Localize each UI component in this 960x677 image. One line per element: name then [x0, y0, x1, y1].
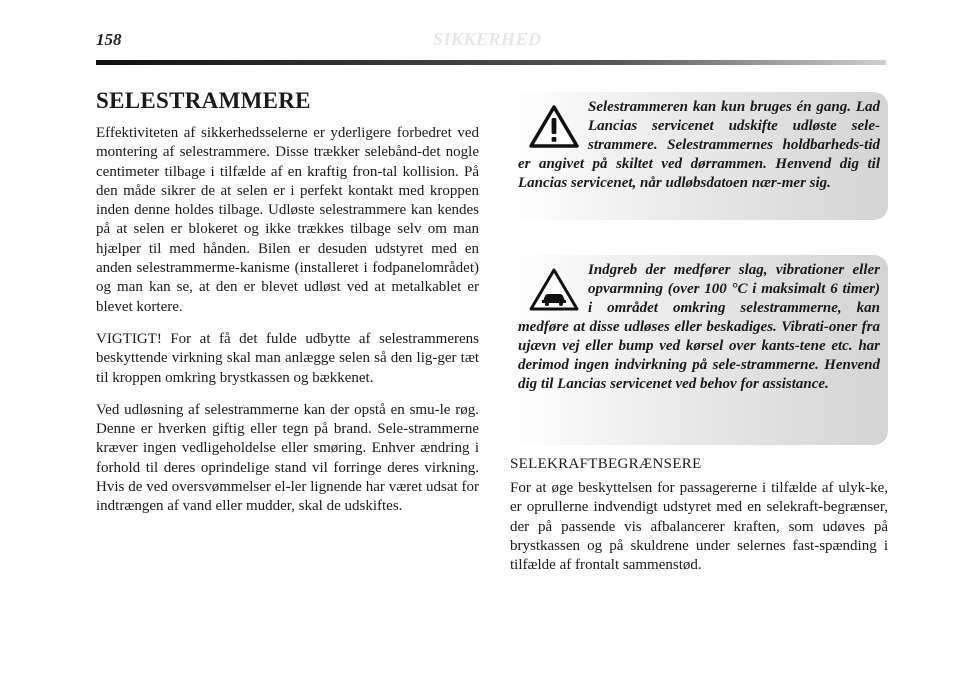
warning-text: Indgreb der medfører slag, vibrationer eller opvarmning (over 100 °C i maksimalt 6 timer) i området omkring selestrammerne, kan medføre at disse udløses eller beskadiges. Vibrati-oner fra ujævn vej eller bump ved kørsel over kants-tene etc. har derimod ingen indvirkning på sele-strammerne. Henvend dig til Lancias servicenet ved behov for assistance.	[518, 262, 880, 392]
body-paragraph: VIGTIGT! For at få det fulde udbytte af selestrammerens beskyttende virkning skal man anlægge selen så den lig-ger tæt til kroppen omkring brystkassen og bækkenet.	[96, 330, 479, 386]
vehicle-caution-icon	[528, 267, 580, 313]
page-number: 158	[96, 30, 122, 49]
page-header	[96, 28, 886, 52]
body-paragraph: Ved udløsning af selestrammerne kan der opstå en smu-le røg. Denne er hverken giftig eller tegn på brand. Sele-strammerne kræver ingen vedligeholdelse eller smøring. Enhver ændring i forhold til deres oprindelige stand vil forringe deres virkning. Hvis de ved oversvømmelser el-ler lignende har været udsat for indtrængen af vand eller mudder, skal de udskiftes.	[96, 401, 479, 515]
main-heading: SELESTRAMMERE	[96, 88, 311, 113]
warning-box	[510, 92, 888, 220]
body-paragraph: For at øge beskyttelsen for passagererne i tilfælde af ulyk-ke, er oprullerne indvendigt udstyret med en selekraft-begrænser, der på passende vis afbalancerer kraften, som udøves på brystkassen og på skuldrene under selernes fast-spænding i tilfælde af frontalt sammenstød.	[510, 480, 888, 574]
header-rule	[96, 60, 886, 65]
body-paragraph: Effektiviteten af sikkerhedsselerne er yderligere forbedret ved montering af selestrammere. Disse trækker selebånd-det nogle centimeter tilbage i tilfælde af en kraftig fron-tal kollision. På den måde sikrer de at selen er i perfekt kontakt med kroppen inden denne holdes tilbage. Udløste selestrammere kan kendes på at selen er blokeret og ikke trækkes tilbage selv om man hjælper til med hånden. Bilen er desuden udstyret med en anden selestrammerme-kanisme (installeret i fodpanelområdet) og man kan se, at den er blevet udløst ved at metalkablet er blevet kortere.	[96, 125, 479, 315]
section-title: SIKKERHED	[433, 29, 542, 49]
sub-heading: SELEKRAFTBEGRÆNSERE	[510, 456, 702, 472]
right-column	[510, 456, 888, 575]
warning-box	[510, 255, 888, 445]
warning-triangle-icon	[528, 104, 580, 150]
left-column	[96, 88, 479, 530]
warning-text: Selestrammeren kan kun bruges én gang. Lad Lancias servicenet udskifte udløste sele-strammere. Selestrammernes holdbarheds-tid er angivet på skiltet ved dørrammen. Henvend dig til Lancias servicenet, når udløbsdatoen nær-mer sig.	[518, 99, 880, 191]
